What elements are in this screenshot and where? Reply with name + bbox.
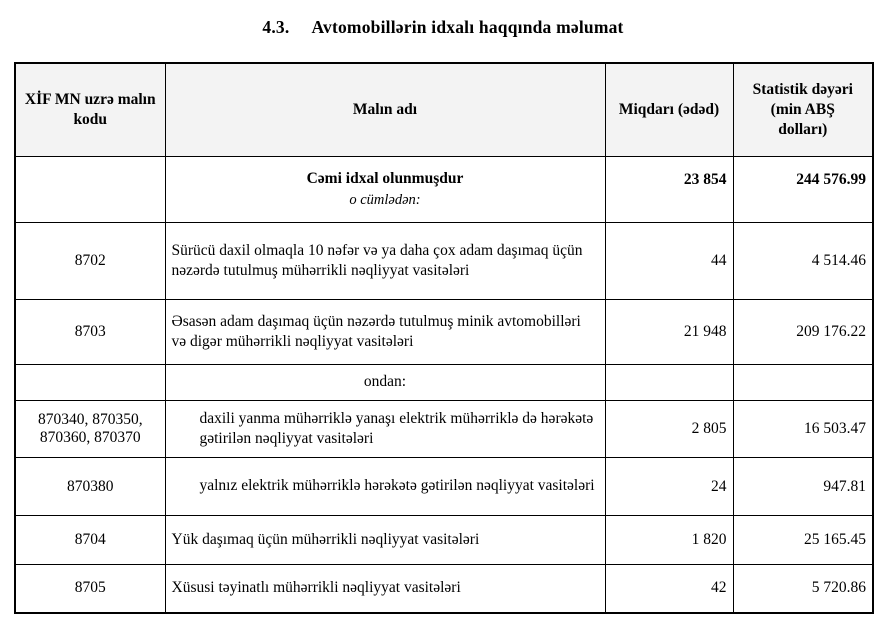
header-quantity: Miqdarı (ədəd) — [605, 63, 733, 157]
commodity-name: daxili yanma mühərriklə yanaşı elektrik mühərriklə də hərəkətə gətirilən nəqliyyat vasitələri — [199, 409, 594, 447]
auto-import-table — [14, 62, 874, 614]
commodity-name-cell — [165, 401, 605, 458]
value-cell: 209 176.22 — [733, 300, 873, 365]
table-row — [15, 300, 873, 365]
table-row — [15, 365, 873, 401]
value-cell: 947.81 — [733, 458, 873, 516]
table-row — [15, 458, 873, 516]
table-row — [15, 401, 873, 458]
commodity-name: Əsasən adam daşımaq üçün nəzərdə tutulmuş minik avtomobilləri və digər mühərrikli nəqliyyat vasitələri — [171, 312, 581, 350]
table-row — [15, 516, 873, 565]
value-cell: 244 576.99 — [733, 157, 873, 223]
commodity-name-cell — [165, 300, 605, 365]
header-statistical-value: Statistik dəyəri (min ABŞ dolları) — [733, 63, 873, 157]
commodity-name-cell — [165, 516, 605, 565]
table-body — [15, 157, 873, 613]
commodity-code-cell: 870380 — [15, 458, 165, 516]
quantity-cell: 42 — [605, 565, 733, 613]
commodity-name: Yük daşımaq üçün mühərrikli nəqliyyat vasitələri — [171, 530, 480, 548]
commodity-name: Xüsusi təyinatlı mühərrikli nəqliyyat vasitələri — [171, 579, 461, 597]
table-row — [15, 157, 873, 223]
commodity-name: yalnız elektrik mühərriklə hərəkətə gətirilən nəqliyyat vasitələri — [199, 477, 595, 495]
commodity-code-cell: 8704 — [15, 516, 165, 565]
table-row — [15, 565, 873, 613]
header-commodity-name: Malın adı — [165, 63, 605, 157]
value-cell: 4 514.46 — [733, 223, 873, 300]
commodity-name: ondan: — [363, 373, 407, 391]
commodity-code-cell: 8705 — [15, 565, 165, 613]
table-header — [15, 63, 873, 157]
commodity-name-cell — [165, 458, 605, 516]
quantity-cell — [605, 365, 733, 401]
commodity-code-cell — [15, 365, 165, 401]
commodity-subnote: o cümlədən: — [349, 191, 421, 208]
section-number: 4.3. — [262, 17, 290, 37]
commodity-name: Cəmi idxal olunmuşdur — [306, 170, 464, 188]
header-commodity-code: XİF MN uzrə malın kodu — [15, 63, 165, 157]
commodity-name-cell — [165, 223, 605, 300]
table-row — [15, 223, 873, 300]
value-cell: 16 503.47 — [733, 401, 873, 458]
commodity-name-cell — [165, 565, 605, 613]
commodity-code-cell: 870340, 870350, 870360, 870370 — [15, 401, 165, 458]
commodity-code-cell: 8703 — [15, 300, 165, 365]
value-cell: 25 165.45 — [733, 516, 873, 565]
quantity-cell: 44 — [605, 223, 733, 300]
value-cell — [733, 365, 873, 401]
table-header-row — [15, 63, 873, 157]
value-cell: 5 720.86 — [733, 565, 873, 613]
quantity-cell: 24 — [605, 458, 733, 516]
quantity-cell: 23 854 — [605, 157, 733, 223]
commodity-code-cell — [15, 157, 165, 223]
page-title — [0, 17, 886, 38]
section-title: Avtomobillərin idxalı haqqında məlumat — [311, 17, 624, 37]
quantity-cell: 21 948 — [605, 300, 733, 365]
commodity-name: Sürücü daxil olmaqla 10 nəfər və ya daha çox adam daşımaq üçün nəzərdə tutulmuş mühərrikli nəqliyyat vasitələri — [171, 241, 583, 279]
commodity-name-cell — [165, 157, 605, 223]
quantity-cell: 1 820 — [605, 516, 733, 565]
commodity-name-cell — [165, 365, 605, 401]
quantity-cell: 2 805 — [605, 401, 733, 458]
commodity-code-cell: 8702 — [15, 223, 165, 300]
